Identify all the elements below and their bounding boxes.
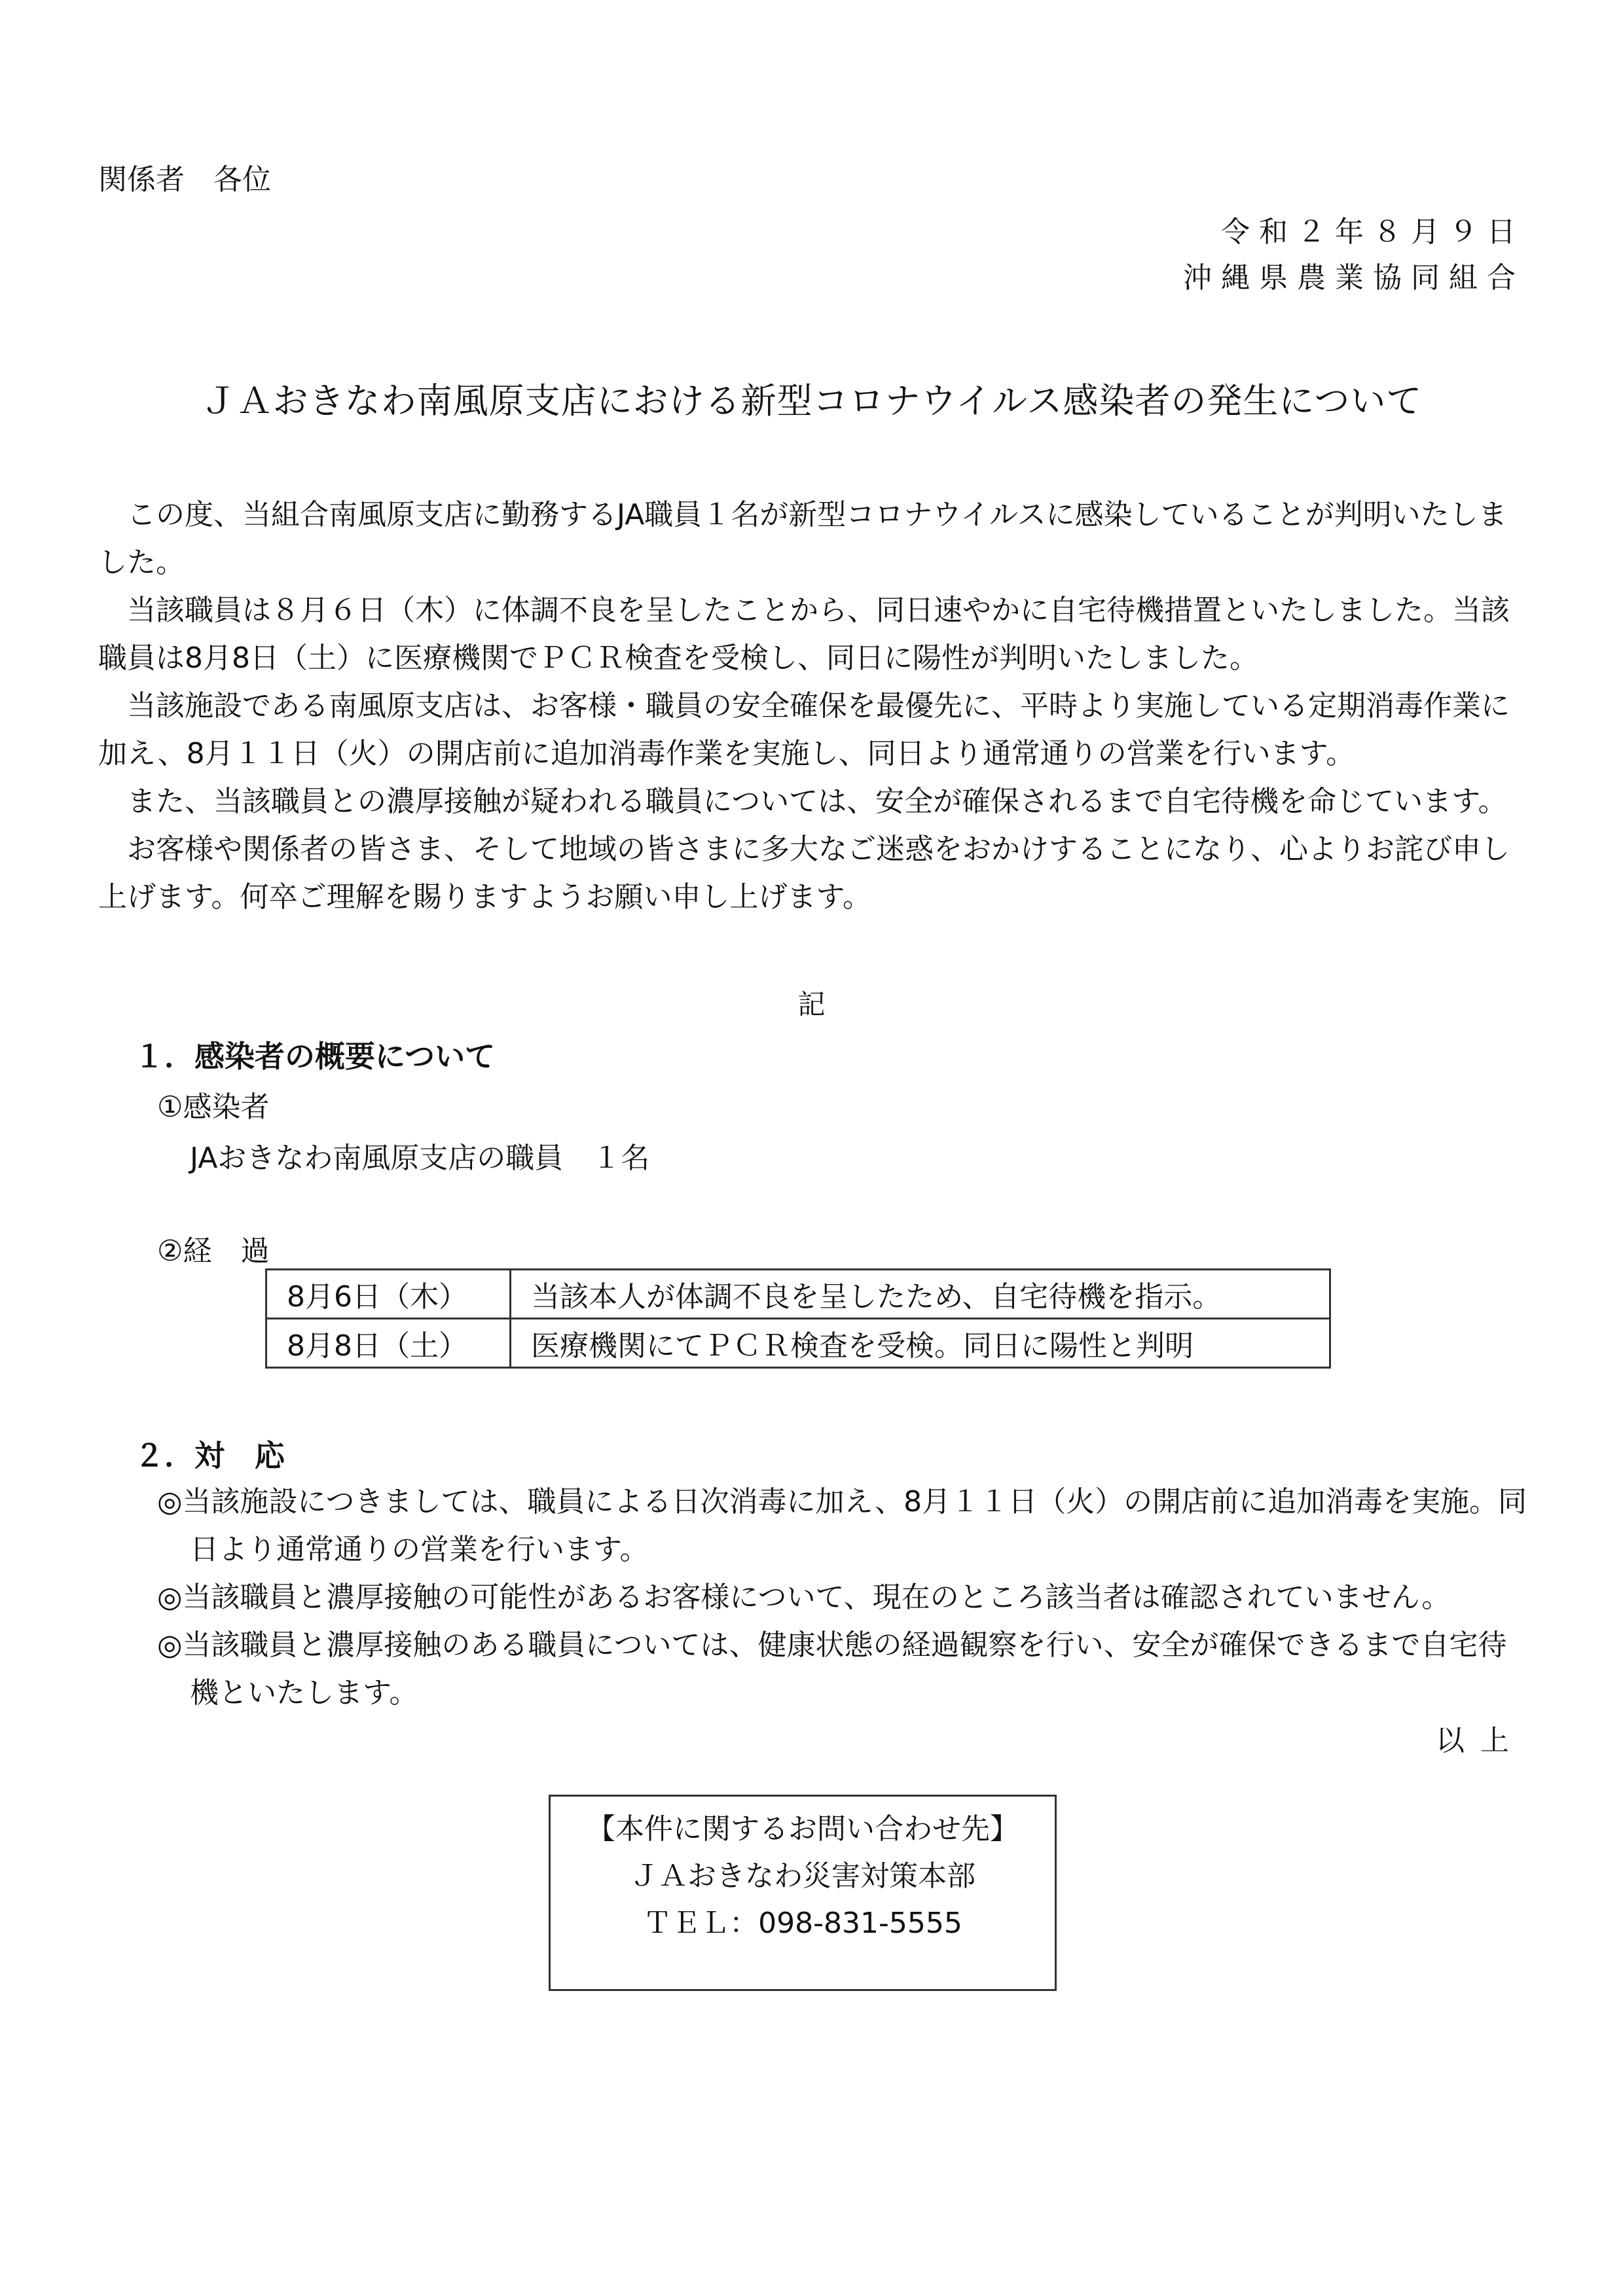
- timeline-event: 医療機関にてＰＣＲ検査を受検。同日に陽性と判明: [511, 1319, 1330, 1368]
- body-paragraph: 当該施設である南風原支店は、お客様・職員の安全確保を最優先に、平時より実施している定期消毒作業に加え、8月１１日（火）の開店前に追加消毒作業を実施し、同日より通常通りの営業を行います。: [98, 689, 1510, 770]
- body-paragraph: お客様や関係者の皆さま、そして地域の皆さまに多大なご迷惑をおかけすることになり、心よりお詫び申し上げます。何卒ご理解を賜りますようお願い申し上げます。: [98, 833, 1510, 914]
- contact-heading: 【本件に関するお問い合わせ先】: [587, 1812, 1019, 1846]
- timeline-table: [265, 1268, 1331, 1369]
- closing-mark: 以上: [1436, 1724, 1525, 1757]
- organization-name: 沖縄県農業協同組合: [1183, 261, 1525, 295]
- response-list: [157, 1478, 1532, 1717]
- contact-name: ＪＡおきなわ災害対策本部: [630, 1859, 976, 1893]
- timeline-date: 8月8日（土）: [266, 1319, 511, 1368]
- timeline-event: 当該本人が体調不良を呈したため、自宅待機を指示。: [511, 1270, 1330, 1319]
- progress-label: ②経 過: [157, 1234, 270, 1268]
- table-row: [266, 1270, 1330, 1319]
- body-paragraph: また、当該職員との濃厚接触が疑われる職員については、安全が確保されるまで自宅待機を命じています。: [127, 785, 1507, 818]
- section1-heading: １．感染者の概要について: [134, 1039, 496, 1074]
- body-paragraph: 当該職員は８月６日（木）に体調不良を呈したことから、同日速やかに自宅待機措置といたしました。当該職員は8月8日（土）に医療機関でＰＣＲ検査を受検し、同日に陽性が判明いたしました。: [98, 594, 1510, 675]
- contact-box: [549, 1795, 1057, 1991]
- ki-mark: 記: [797, 988, 826, 1020]
- body-text: [98, 491, 1525, 921]
- body-paragraph: この度、当組合南風原支店に勤務するJA職員１名が新型コロナウイルスに感染していることが判明いたしました。: [98, 498, 1507, 579]
- section2-heading: ２．対 応: [134, 1438, 285, 1473]
- document-title: ＪＡおきなわ南風原支店における新型コロナウイルス感染者の発生について: [200, 380, 1423, 422]
- response-item: ◎当該職員と濃厚接触の可能性があるお客様について、現在のところ該当者は確認されていません。: [157, 1581, 1451, 1614]
- contact-tel: ＴＥＬ：098-831-5555: [643, 1907, 962, 1940]
- infected-value: JAおきなわ南風原支店の職員 １名: [190, 1141, 650, 1175]
- issue-date: 令和２年８月９日: [1221, 215, 1525, 249]
- addressee: 関係者 各位: [98, 163, 271, 196]
- timeline-date: 8月6日（木）: [266, 1270, 511, 1319]
- response-item: ◎当該施設につきましては、職員による日次消毒に加え、8月１１日（火）の開店前に追加消毒を実施。同日より通常通りの営業を行います。: [157, 1485, 1527, 1566]
- infected-label: ①感染者: [157, 1090, 270, 1124]
- response-item: ◎当該職員と濃厚接触のある職員については、健康状態の経過観察を行い、安全が確保できるまで自宅待機といたします。: [157, 1628, 1507, 1710]
- table-row: [266, 1319, 1330, 1368]
